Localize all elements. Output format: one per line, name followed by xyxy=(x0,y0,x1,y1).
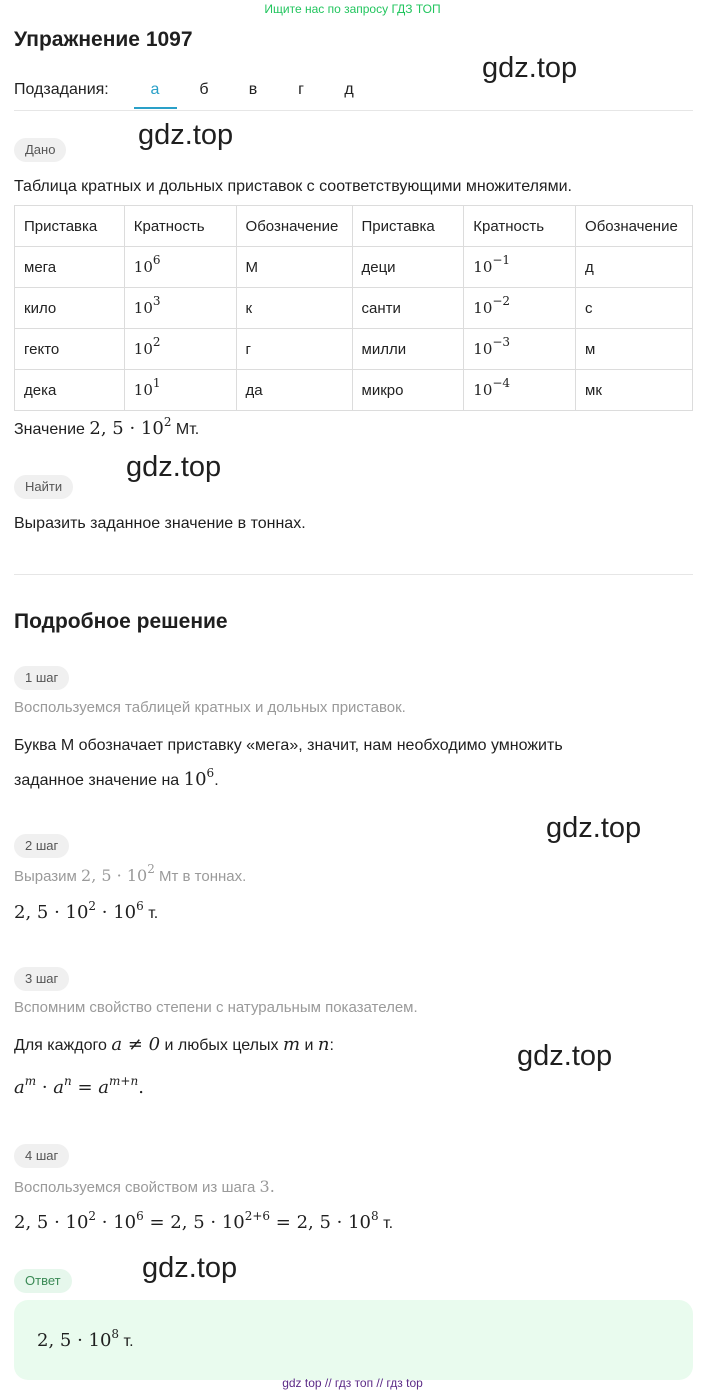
step3-badge: 3 шаг xyxy=(14,967,69,991)
table-cell: да xyxy=(236,370,352,411)
watermark: gdz.top xyxy=(517,1040,613,1072)
table-header: Приставка xyxy=(352,206,464,247)
answer-value: 2, $5 \cdot 10^8$ т. xyxy=(37,1327,134,1351)
step2-hint: Выразим 2, $5 \cdot 10^2$ Мт в тоннах. xyxy=(14,862,247,885)
subtask-tab-g[interactable]: г xyxy=(298,81,304,98)
watermark: gdz.top xyxy=(126,451,222,483)
step4-badge: 4 шаг xyxy=(14,1144,69,1168)
top-banner[interactable]: Ищите нас по запросу ГДЗ ТОП xyxy=(264,2,441,16)
table-cell: кило xyxy=(15,288,125,329)
table-cell: $10^{-4}$ xyxy=(464,370,576,411)
table-cell: д xyxy=(576,247,693,288)
step2-badge: 2 шаг xyxy=(14,834,69,858)
active-tab-indicator xyxy=(134,107,177,109)
step4-hint: Воспользуемся свойством из шага 3. xyxy=(14,1177,275,1196)
find-text: Выразить заданное значение в тоннах. xyxy=(14,515,306,532)
subtask-tab-a[interactable]: а xyxy=(150,81,160,98)
footer-links[interactable]: gdz top // гдз топ // гдз top xyxy=(282,1376,423,1390)
table-cell: $10^3$ xyxy=(124,288,236,329)
step1-hint: Воспользуемся таблицей кратных и дольных приставок. xyxy=(14,699,406,716)
table-cell: милли xyxy=(352,329,464,370)
subtask-tab-d[interactable]: д xyxy=(344,81,354,98)
subtasks-label: Подзадания: xyxy=(14,81,109,98)
step4-expression: 2, $5 \cdot 10^2 \cdot 10^6 = 2$, $5 \cdot 10^{2+6} = 2$, $5 \cdot 10^8$ т. xyxy=(14,1209,394,1233)
step3-formula: $a^m \cdot a^n = a^{m+n}$. xyxy=(14,1074,144,1098)
table-cell: $10^{-3}$ xyxy=(464,329,576,370)
watermark: gdz.top xyxy=(142,1252,238,1284)
table-cell: микро xyxy=(352,370,464,411)
table-cell: $10^{-1}$ xyxy=(464,247,576,288)
table-cell: гекто xyxy=(15,329,125,370)
given-badge: Дано xyxy=(14,138,66,162)
watermark: gdz.top xyxy=(546,812,642,844)
watermark: gdz.top xyxy=(138,119,234,151)
table-cell: М xyxy=(236,247,352,288)
table-cell: к xyxy=(236,288,352,329)
table-row xyxy=(15,288,693,329)
step2-expression: 2, $5 \cdot 10^2 \cdot 10^6$ т. xyxy=(14,899,159,923)
solution-title: Подробное решение xyxy=(14,610,228,633)
divider xyxy=(14,110,693,111)
table-cell: $10^2$ xyxy=(124,329,236,370)
step1-badge: 1 шаг xyxy=(14,666,69,690)
table-cell: дека xyxy=(15,370,125,411)
subtask-tab-v[interactable]: в xyxy=(248,81,258,98)
find-badge: Найти xyxy=(14,475,73,499)
table-header: Обозначение xyxy=(576,206,693,247)
given-value: Значение 2, $5 \cdot 10^2$ Мт. xyxy=(14,415,200,439)
table-cell: г xyxy=(236,329,352,370)
step3-condition: Для каждого a ≠ 0 и любых целых m и n: xyxy=(14,1034,334,1055)
table-header: Приставка xyxy=(15,206,125,247)
table-header: Кратность xyxy=(124,206,236,247)
table-cell: мега xyxy=(15,247,125,288)
table-row xyxy=(15,247,693,288)
table-cell: мк xyxy=(576,370,693,411)
table-header: Кратность xyxy=(464,206,576,247)
table-cell: деци xyxy=(352,247,464,288)
table-row xyxy=(15,370,693,411)
table-row xyxy=(15,329,693,370)
page-title: Упражнение 1097 xyxy=(14,28,193,51)
table-header-row xyxy=(15,206,693,247)
subtask-tab-b[interactable]: б xyxy=(199,81,209,98)
given-intro: Таблица кратных и дольных приставок с соответствующими множителями. xyxy=(14,178,572,195)
table-cell: $10^{-2}$ xyxy=(464,288,576,329)
table-cell: с xyxy=(576,288,693,329)
table-header: Обозначение xyxy=(236,206,352,247)
table-cell: $10^6$ xyxy=(124,247,236,288)
table-cell: санти xyxy=(352,288,464,329)
step1-line1: Буква М обозначает приставку «мега», значит, нам необходимо умножить xyxy=(14,737,563,754)
answer-badge: Ответ xyxy=(14,1269,72,1293)
prefix-table xyxy=(14,205,693,411)
step3-hint: Вспомним свойство степени с натуральным показателем. xyxy=(14,999,418,1016)
divider xyxy=(14,574,693,575)
step1-line2: заданное значение на $10^6$. xyxy=(14,766,219,790)
table-cell: $10^1$ xyxy=(124,370,236,411)
table-cell: м xyxy=(576,329,693,370)
watermark: gdz.top xyxy=(482,52,578,84)
